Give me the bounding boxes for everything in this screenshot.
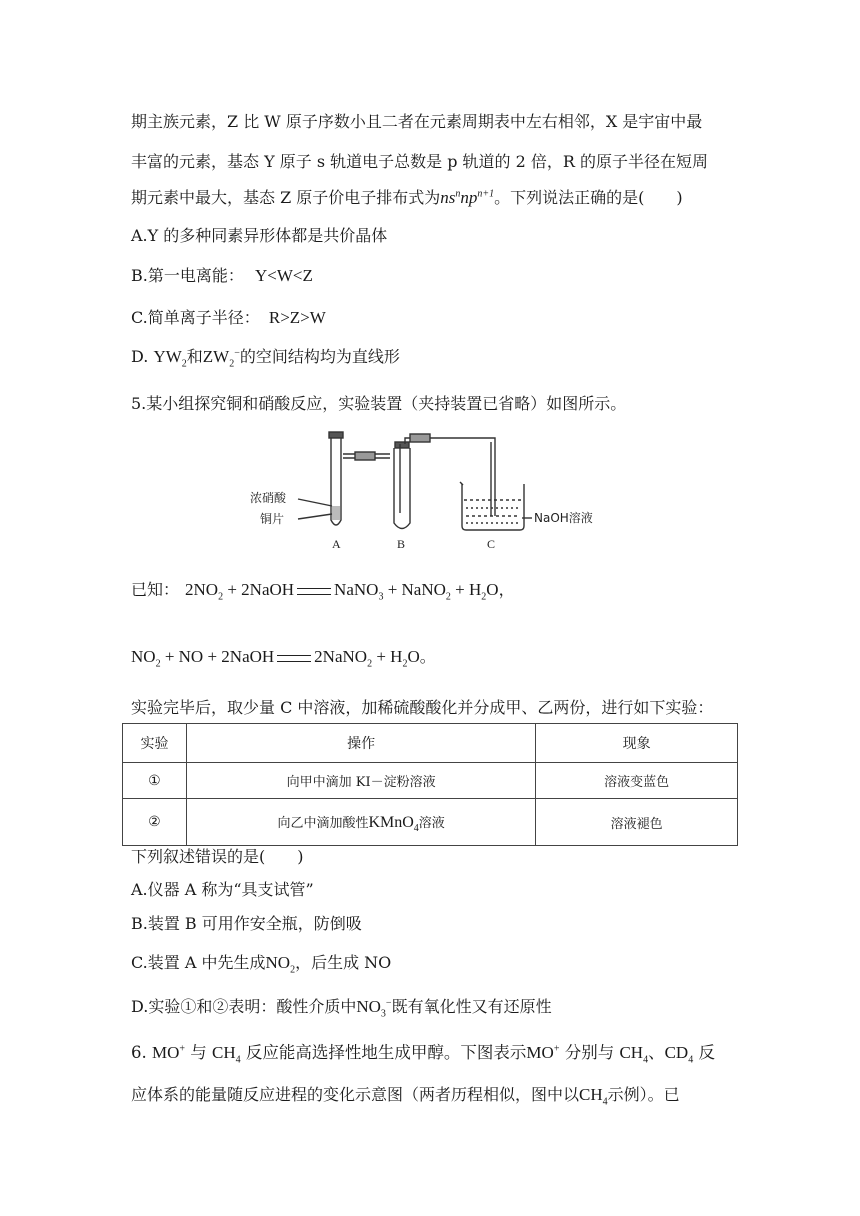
table-header: 操作 xyxy=(186,724,535,763)
table-row xyxy=(123,763,738,799)
table-cell: ② xyxy=(123,799,187,846)
q4-line3-end: 。下列说法正确的是( ) xyxy=(494,188,683,207)
q5-option-c xyxy=(131,953,392,976)
q6-stem-line1: 6. MO+ 与 $CH_4$ 反应能高选择性地生成甲醇。下图表示MO+ 分别与 $CH_4$、$CD_4$ 反 xyxy=(131,1043,715,1066)
q5-option-d xyxy=(131,997,552,1020)
table-header: 现象 xyxy=(536,724,738,763)
q6-stem-line2: 应体系的能量随反应进程的变化示意图（两者历程相似，图中以$CH_4$示例）。已 xyxy=(131,1085,680,1108)
q4-option-d-text: 的空间结构均为直线形 xyxy=(239,347,400,366)
q5-known-label: 已知： xyxy=(131,580,180,599)
label-apparatus-a: A xyxy=(332,537,341,551)
table-row xyxy=(123,799,738,846)
q5-option-d-text: D.实验①和②表明：酸性介质中 xyxy=(131,997,357,1016)
table-header: 实验 xyxy=(123,724,187,763)
q4-option-b-label: B.第一电离能： xyxy=(131,266,244,285)
q5-known-equation-2: $NO_2$ + NO + 2NaOH 2NaNO$_2$ + $H_2O$。 xyxy=(131,647,436,670)
apparatus-figure xyxy=(250,428,620,558)
table-cell: 向甲中滴加 KI－淀粉溶液 xyxy=(186,763,535,799)
q4-line3-text: 期元素中最大，基态 Z 原子价电子排布式为 xyxy=(131,188,441,207)
q4-option-c xyxy=(131,308,326,328)
q4-stem-line2: 丰富的元素，基态 Y 原子 s 轨道电子总数是 p 轨道的 2 倍，R 的原子半径在短周 xyxy=(131,152,709,171)
table-cell: ① xyxy=(123,763,187,799)
electron-config-formula: $ns^nnp^{n+1}$ xyxy=(440,188,495,207)
q4-stem-line1: 期主族元素，Z 比 W 原子序数小且二者在元素周期表中左右相邻，X 是宇宙中最 xyxy=(131,112,703,131)
q5-known-equation-1: 已知： $2NO_2$ + 2NaOH NaNO$_3$ + NaNO$_2$ + $H_2O$， xyxy=(131,580,515,603)
q4-option-b xyxy=(131,266,313,286)
q5-option-c-text: C.装置 A 中先生成 xyxy=(131,953,266,972)
table-cell: 向乙中滴加酸性KMnO$_4$溶液 xyxy=(186,799,535,846)
q4-option-c-label: C.简单离子半径： xyxy=(131,308,260,327)
q5-experiment-intro: 实验完毕后，取少量 C 中溶液，加稀硫酸酸化并分成甲、乙两份，进行如下实验： xyxy=(131,698,714,717)
q5-option-c-end: ，后生成 NO xyxy=(295,953,392,972)
formula-zw2-minus: $ZW_2^-$ xyxy=(202,347,240,370)
label-apparatus-b: B xyxy=(397,537,406,551)
formula-no3-minus: $NO_3^-$ xyxy=(356,997,392,1020)
q5-stem: 5.某小组探究铜和硝酸反应，实验装置（夹持装置已省略）如图所示。 xyxy=(131,394,627,413)
label-apparatus-c: C xyxy=(487,537,496,551)
label-naoh-solution: NaOH溶液 xyxy=(534,511,593,525)
formula-yw2: $YW_2$ xyxy=(153,347,187,370)
experiment-table xyxy=(122,723,738,846)
q5-option-d-end: 既有氧化性又有还原性 xyxy=(391,997,552,1016)
q4-option-d: D. $YW_2$和$ZW_2^-$的空间结构均为直线形 xyxy=(131,347,400,370)
table-cell: 溶液变蓝色 xyxy=(536,763,738,799)
q4-option-c-formula: R>Z>W xyxy=(268,308,326,327)
label-copper-sheet: 铜片 xyxy=(260,512,285,526)
q5-question: 下列叙述错误的是( ) xyxy=(131,847,304,866)
q4-option-b-formula: Y<W<Z xyxy=(254,266,313,285)
q4-option-a: A.Y 的多种同素异形体都是共价晶体 xyxy=(131,226,388,245)
table-header-row xyxy=(123,724,738,763)
q5-option-b: B.装置 B 可用作安全瓶，防倒吸 xyxy=(131,914,362,933)
q5-option-a: A.仪器 A 称为“具支试管” xyxy=(131,880,314,899)
q4-stem-line3 xyxy=(131,188,683,208)
table-cell: 溶液褪色 xyxy=(536,799,738,846)
q4-option-d-and: 和 xyxy=(186,347,203,366)
formula-no2: $NO_2$ xyxy=(265,953,296,976)
label-concentrated-nitric-acid: 浓硝酸 xyxy=(250,491,287,505)
